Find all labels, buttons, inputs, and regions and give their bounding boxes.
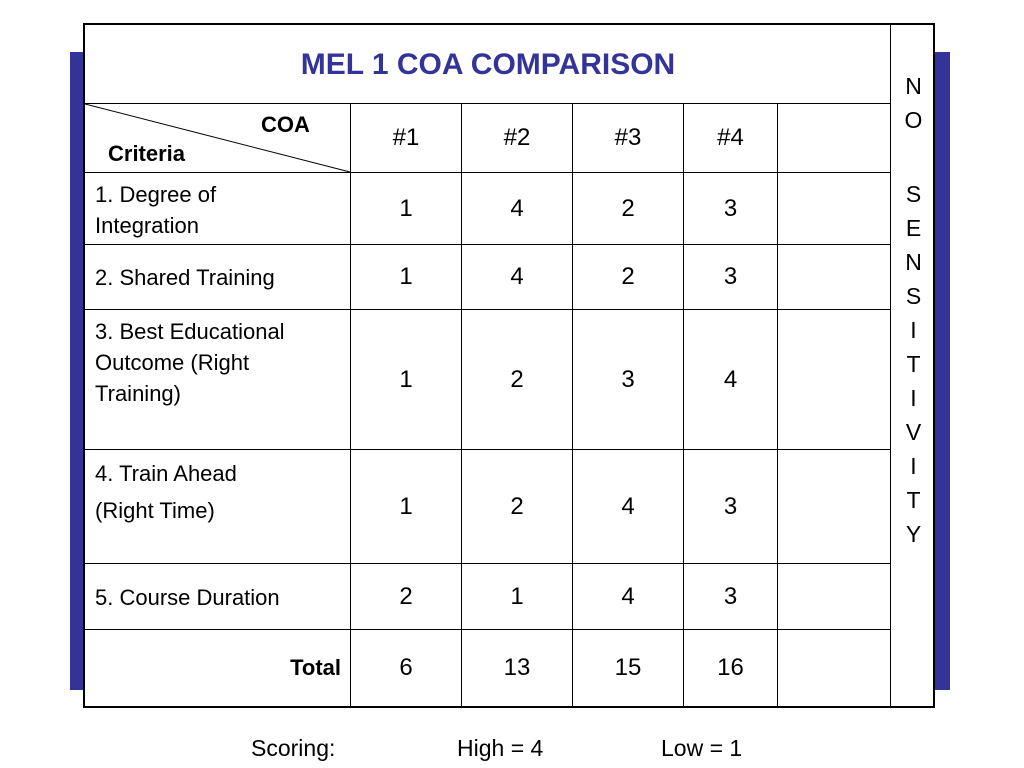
sens-letter: O	[904, 107, 923, 133]
total-cell: 6	[399, 654, 413, 681]
score-cell: 2	[510, 492, 524, 520]
sens-letter: N	[905, 73, 922, 99]
total-cell: 16	[717, 654, 744, 681]
column-header-blank	[778, 104, 890, 172]
criterion-line: Outcome (Right	[95, 350, 250, 375]
column-header-coa-3: #3	[614, 124, 642, 151]
criterion-line: 1. Degree of	[95, 182, 217, 207]
column-header-coa-1: #1	[392, 124, 420, 151]
criterion-label	[95, 316, 285, 409]
sens-letter: E	[905, 215, 922, 241]
no-sensitivity-label	[892, 70, 935, 552]
criterion-line: 3. Best Educational	[95, 319, 285, 344]
score-cell: 2	[510, 365, 524, 393]
score-cell: 1	[510, 582, 524, 610]
criterion-label	[95, 582, 280, 613]
sens-letter: V	[905, 419, 922, 445]
sens-letter: S	[905, 181, 922, 207]
score-cell: 3	[723, 582, 738, 610]
sens-letter: S	[905, 283, 922, 309]
table-title: MEL 1 COA COMPARISON	[300, 48, 676, 81]
comparison-table	[83, 23, 935, 708]
criterion-line: Integration	[95, 213, 199, 238]
sens-letter: I	[910, 453, 917, 479]
criterion-line: 2. Shared Training	[95, 265, 275, 290]
column-header-coa-2: #2	[503, 124, 531, 151]
criteria-header: Criteria	[108, 141, 186, 166]
criterion-line: Training)	[95, 381, 181, 406]
score-cell: 4	[510, 194, 524, 222]
score-cell: 3	[621, 365, 635, 393]
sens-letter: N	[905, 249, 922, 275]
score-cell: 4	[510, 263, 524, 290]
score-cell: 2	[621, 263, 635, 290]
score-cell: 1	[399, 263, 413, 290]
sens-letter: Y	[905, 521, 922, 547]
criterion-line: 5. Course Duration	[95, 585, 280, 610]
sens-gap	[892, 138, 935, 178]
column-divider	[777, 104, 778, 706]
column-header-coa-4: #4	[717, 124, 744, 151]
criterion-line: (Right Time)	[95, 498, 215, 523]
right-accent-band	[934, 52, 950, 690]
score-cell: 1	[399, 365, 413, 393]
total-cell: 15	[614, 654, 642, 681]
total-label: Total	[290, 655, 341, 680]
score-cell: 2	[399, 582, 413, 610]
score-cell: 3	[723, 194, 738, 222]
criterion-line: 4. Train Ahead	[95, 461, 237, 486]
total-cell: 13	[503, 654, 531, 681]
score-cell: 1	[399, 492, 413, 520]
sensitivity-divider	[890, 25, 891, 706]
scoring-low: Low = 1	[661, 735, 743, 761]
score-cell: 4	[723, 365, 738, 393]
sens-letter: T	[906, 351, 921, 377]
sens-letter: I	[910, 317, 917, 343]
score-cell: 3	[723, 263, 738, 290]
criterion-label	[95, 179, 216, 241]
score-cell: 4	[621, 492, 635, 520]
score-cell: 4	[621, 582, 635, 610]
criterion-label	[95, 455, 237, 529]
score-cell: 3	[723, 492, 738, 520]
sens-letter: T	[906, 487, 921, 513]
criterion-label	[95, 262, 275, 293]
scoring-high: High = 4	[457, 735, 544, 761]
score-cell: 2	[621, 194, 635, 222]
score-cell: 1	[399, 194, 413, 222]
coa-header: COA	[261, 112, 310, 137]
scoring-label: Scoring:	[251, 735, 336, 761]
sens-letter: I	[910, 385, 917, 411]
